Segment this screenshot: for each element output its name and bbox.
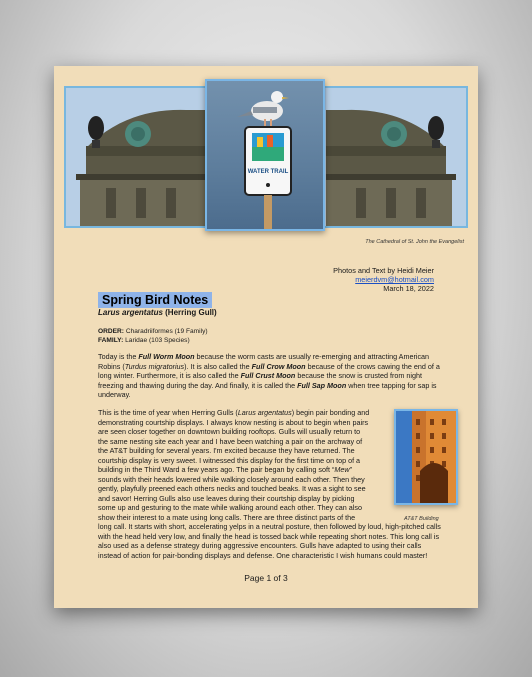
taxonomy-block [98, 328, 208, 345]
moon-name: Full Crow Moon [251, 361, 306, 371]
gull-courtship-paragraph [98, 408, 442, 560]
document-page [54, 66, 478, 608]
text-run: because the worm casts are usually re-emerging and attracting American Robins ( [98, 352, 430, 371]
species-subtitle [98, 308, 217, 317]
moon-name: Full Worm Moon [138, 352, 195, 361]
family-label: FAMILY: [98, 336, 124, 344]
att-building-illustration [396, 411, 456, 503]
att-building-photo [394, 409, 458, 505]
credits-block [333, 266, 434, 293]
cathedral-right-illustration [326, 88, 466, 226]
page-number: Page 1 of 3 [244, 573, 288, 583]
sign-text: WATER TRAIL [247, 169, 289, 175]
family-value: Laridae (103 Species) [125, 336, 190, 344]
text-run: because of the crows cawing the end of a long winter. Furthermore, it is also called the [98, 361, 440, 380]
order-label: ORDER: [98, 328, 125, 335]
text-run: Today is the [98, 352, 139, 361]
species-common-name: (Herring Gull) [165, 308, 217, 317]
latin-name: Turdus migratorius [124, 361, 185, 371]
moon-paragraph [98, 352, 440, 400]
text-run: ) begin pair bonding and demonstrating courtship displays. I always know nesting is about to begin when pairs are seen closer together on downtown building rooftops. Gulls will usually return to the same nesting site each year and I have been watching a pair on the archway of the AT&T building for several years. I'm excited because they have returned. The courtship display is very sweet. I witnessed this display for the first time on top of a building in the Third Ward a few years ago. The pair began by calling soft “ [98, 408, 370, 474]
author-email-link[interactable]: meierdvm@hotmail.com [355, 275, 434, 284]
moon-name: Full Crust Moon [240, 371, 296, 380]
call-word: Mew [334, 465, 350, 474]
species-latin-name: Larus argentatus [98, 308, 163, 317]
moon-name: Full Sap Moon [297, 380, 347, 390]
text-run: because the snow is crusted from night freezing and thawing during the day. And finally, it is called the [98, 371, 422, 390]
cathedral-left-illustration [66, 88, 206, 226]
author-line: Photos and Text by Heidi Meier [333, 266, 434, 275]
att-building-caption: AT&T Building [404, 516, 439, 522]
publish-date: March 18, 2022 [383, 284, 434, 293]
gull-illustration [207, 81, 323, 229]
text-run: when tree tapping for sap is underway. [98, 380, 437, 399]
gull-on-sign-photo [205, 79, 325, 231]
order-value: Charadriiformes (19 Family) [125, 328, 208, 335]
page-title: Spring Bird Notes [98, 292, 212, 308]
text-run: ). It is also called the [184, 361, 252, 371]
text-run: ” sounds with their heads lowered while walking closely around each other. Then they gently, playfully preened each others necks and touched beaks. It was a sight to see and savor! Herring Gulls also use leaves during their courtship display by picking some up and gesturing to the mate while walking around each other. They can also show their interest to a mate using long calls. There are three distinct parts of the long call. It starts with short, accelerating yelps in a neutral posture, then followed by loud, high-pitched calls with the head held very low, and finally the head is tossed back while repeating short notes. This long call is also used as a defense strategy during aggressive encounters. Gulls have adapted to using their calls instead of action for pair-bonding displays and defense. One characteristic I wish humans could master! [98, 465, 441, 560]
text-run: This is the time of year when Herring Gulls ( [98, 408, 238, 417]
header-photo-caption: The Cathedral of St. John the Evangelist [365, 239, 464, 245]
latin-name: Larus argentatus [237, 408, 292, 417]
